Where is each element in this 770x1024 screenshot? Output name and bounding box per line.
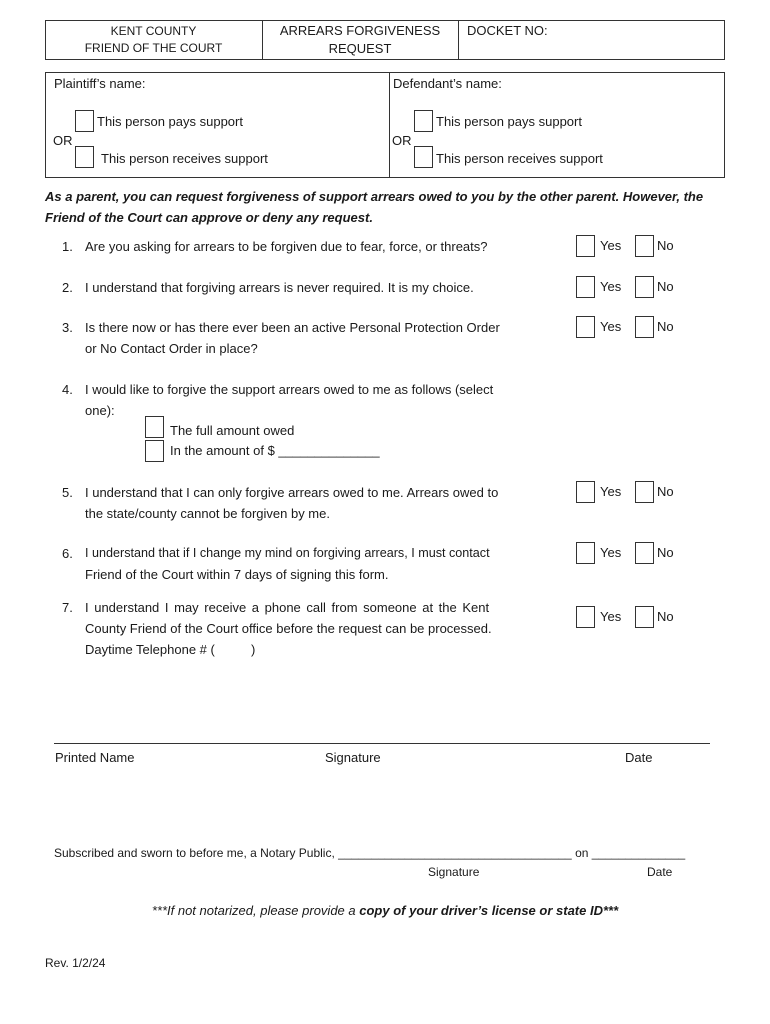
question-text-line-1: I understand I may receive a phone call from someone at the Kent <box>85 600 490 615</box>
q2-yes-checkbox[interactable] <box>576 276 595 298</box>
question-text-line-2: one): <box>85 403 115 418</box>
notary-signature-label: Signature <box>428 865 480 879</box>
office-line-2: FRIEND OF THE COURT <box>84 41 223 55</box>
revision-label: Rev. 1/2/24 <box>45 956 106 970</box>
no-label: No <box>657 609 674 624</box>
notary-date-label: Date <box>647 865 673 879</box>
question-text-line-2: the state/county cannot be forgiven by me. <box>85 506 330 521</box>
question-number: 7. <box>62 600 73 615</box>
defendant-name-field[interactable] <box>510 74 720 96</box>
q5-yes-checkbox[interactable] <box>576 481 595 503</box>
question-text: Are you asking for arrears to be forgiven due to fear, force, or threats? <box>85 239 488 254</box>
plaintiff-or-label: OR <box>53 133 73 148</box>
question-text-line-1: Is there now or has there ever been an active Personal Protection Order <box>85 320 500 335</box>
id-note-bold: copy of your driver’s license or state ID*** <box>359 903 619 918</box>
plaintiff-receives-checkbox[interactable] <box>75 146 94 168</box>
office-line-1: KENT COUNTY <box>110 24 197 38</box>
yes-label: Yes <box>600 484 622 499</box>
yes-label: Yes <box>600 545 622 560</box>
signature-line[interactable] <box>54 743 710 744</box>
no-label: No <box>657 545 674 560</box>
forgive-full-label: The full amount owed <box>170 423 295 438</box>
question-text-line-2: County Friend of the Court office before the request can be processed. <box>85 621 492 636</box>
id-requirement-note <box>0 903 770 918</box>
q5-no-checkbox[interactable] <box>635 481 654 503</box>
forgive-amount-checkbox[interactable] <box>145 440 164 462</box>
defendant-name-label: Defendant’s name: <box>393 76 502 91</box>
intro-text: As a parent, you can request forgiveness of support arrears owed to you by the other parent. However, the Friend of the Court can approve or deny any request. <box>45 189 704 225</box>
forgive-amount-label: In the amount of $ ______________ <box>170 443 380 458</box>
docket-field[interactable] <box>540 22 720 56</box>
question-text: I understand that forgiving arrears is never required. It is my choice. <box>85 280 474 295</box>
q1-yes-checkbox[interactable] <box>576 235 595 257</box>
yes-label: Yes <box>600 319 622 334</box>
defendant-receives-label: This person receives support <box>436 151 603 166</box>
notary-statement: Subscribed and sworn to before me, a Notary Public, ___________________________________ on ______________ <box>54 846 686 860</box>
question-number: 4. <box>62 382 73 397</box>
question-number: 1. <box>62 239 73 254</box>
printed-name-label: Printed Name <box>55 750 135 765</box>
q6-no-checkbox[interactable] <box>635 542 654 564</box>
docket-label: DOCKET NO: <box>467 23 548 38</box>
question-text-line-1: I would like to forgive the support arrears owed to me as follows (select <box>85 382 494 397</box>
q2-no-checkbox[interactable] <box>635 276 654 298</box>
no-label: No <box>657 319 674 334</box>
q6-yes-checkbox[interactable] <box>576 542 595 564</box>
question-text-line-2: or No Contact Order in place? <box>85 341 258 356</box>
plaintiff-receives-label: This person receives support <box>101 151 268 166</box>
defendant-receives-checkbox[interactable] <box>414 146 433 168</box>
defendant-pays-label: This person pays support <box>436 114 582 129</box>
plaintiff-name-label: Plaintiff’s name: <box>54 76 146 91</box>
telephone-field[interactable] <box>270 638 500 658</box>
parties-divider <box>389 72 390 178</box>
id-note-prefix: ***If not notarized, please provide a <box>151 903 360 918</box>
yes-label: Yes <box>600 609 622 624</box>
telephone-label: Daytime Telephone # ( ) <box>85 642 256 657</box>
defendant-pays-checkbox[interactable] <box>414 110 433 132</box>
q7-no-checkbox[interactable] <box>635 606 654 628</box>
q1-no-checkbox[interactable] <box>635 235 654 257</box>
plaintiff-name-field[interactable] <box>160 74 384 96</box>
form-title-line-1: ARREARS FORGIVENESS <box>279 23 441 38</box>
q3-yes-checkbox[interactable] <box>576 316 595 338</box>
date-label: Date <box>625 750 653 765</box>
yes-label: Yes <box>600 238 622 253</box>
no-label: No <box>657 279 674 294</box>
defendant-or-label: OR <box>392 133 412 148</box>
forgive-full-checkbox[interactable] <box>145 416 164 438</box>
header-divider-2 <box>458 20 459 60</box>
question-number: 5. <box>62 485 73 500</box>
office-name <box>45 23 262 57</box>
question-text-line-1: I understand that if I change my mind on forgiving arrears, I must contact <box>85 546 490 560</box>
yes-label: Yes <box>600 279 622 294</box>
question-text-line-2: Friend of the Court within 7 days of signing this form. <box>85 567 389 582</box>
q7-yes-checkbox[interactable] <box>576 606 595 628</box>
form-title <box>262 22 458 58</box>
no-label: No <box>657 484 674 499</box>
plaintiff-pays-label: This person pays support <box>97 114 243 129</box>
form-title-line-2: REQUEST <box>328 41 392 56</box>
question-text-line-1: I understand that I can only forgive arrears owed to me. Arrears owed to <box>85 485 499 500</box>
question-number: 3. <box>62 320 73 335</box>
plaintiff-pays-checkbox[interactable] <box>75 110 94 132</box>
no-label: No <box>657 238 674 253</box>
question-number: 2. <box>62 280 73 295</box>
signature-label: Signature <box>325 750 381 765</box>
q3-no-checkbox[interactable] <box>635 316 654 338</box>
question-number: 6. <box>62 546 73 561</box>
